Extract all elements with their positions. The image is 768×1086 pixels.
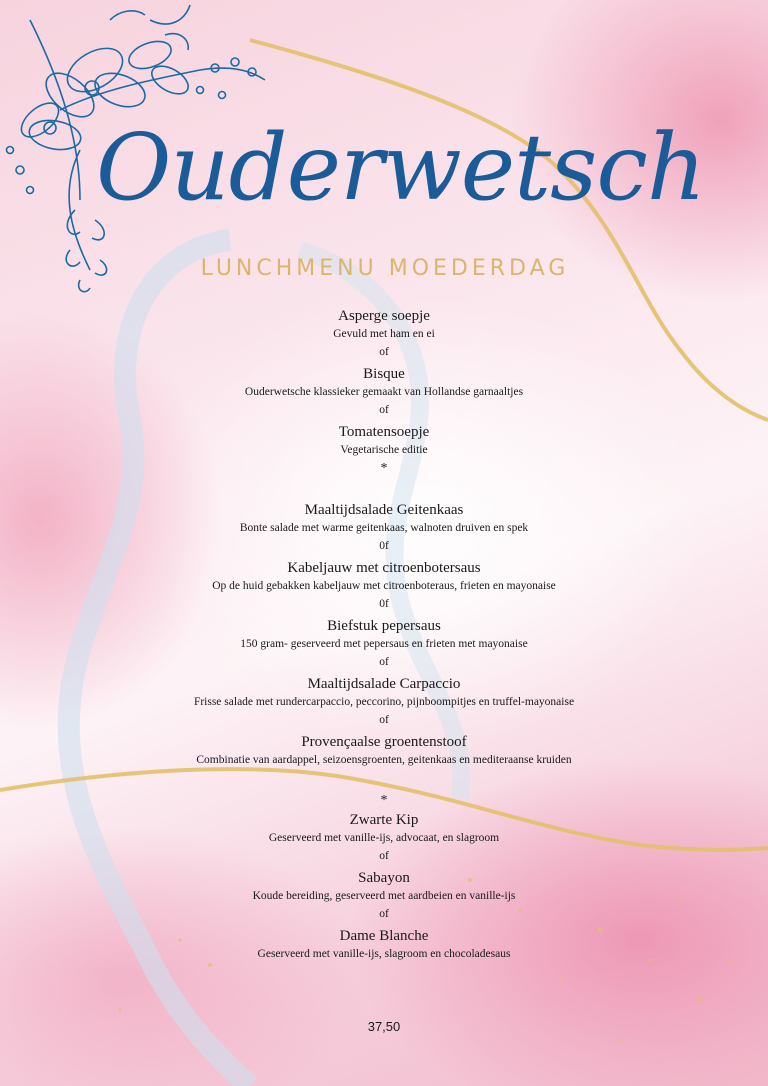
dish-name: Provençaalse groentenstoof [301,734,467,750]
dish-name: Maaltijdsalade Carpaccio [307,676,461,692]
dish-description: Op de huid gebakken kabeljauw met citroenboteraus, frieten en mayonaise [212,580,556,592]
dish-description: Koude bereiding, geserveerd met aardbeien en vanille-ijs [252,890,516,902]
dish-name: Zwarte Kip [349,812,419,828]
or-separator: 0f [379,598,389,610]
dish-description: Geserveerd met vanille-ijs, slagroom en chocoladesaus [257,948,511,960]
dish-description: 150 gram- geserveerd met pepersaus en frieten met mayonaise [240,638,528,650]
or-separator: of [379,850,389,862]
mains-section [0,500,768,770]
dish-description: Frisse salade met rundercarpaccio, peccorino, pijnboompitjes en truffel-mayonaise [193,696,575,708]
dish-name: Asperge soepje [338,308,430,324]
dish-description: Combinatie van aardappel, seizoensgroenten, geitenkaas en mediteraanse kruiden [196,754,572,766]
menu-subtitle: LUNCHMENU MOEDERDAG [200,256,570,281]
dish-description: Vegetarische editie [340,444,428,456]
course-separator: * [380,793,388,808]
dish-name: Biefstuk pepersaus [327,618,441,634]
course-separator: * [380,461,388,476]
or-separator: of [379,908,389,920]
desserts-section [0,792,768,964]
restaurant-logo: Ouderwetsch [96,114,706,221]
or-separator: of [379,404,389,416]
or-separator: of [379,346,389,358]
dish-description: Gevuld met ham en ei [333,328,435,340]
or-separator: 0f [379,540,389,552]
or-separator: of [379,714,389,726]
dish-description: Geserveerd met vanille-ijs, advocaat, en slagroom [268,832,500,844]
dish-name: Maaltijdsalade Geitenkaas [304,502,464,518]
dish-name: Sabayon [358,870,410,886]
dish-description: Bonte salade met warme geitenkaas, walnoten druiven en spek [239,522,529,534]
starters-section [0,306,768,478]
dish-description: Ouderwetsche klassieker gemaakt van Hollandse garnaaltjes [244,386,524,398]
dish-name: Bisque [363,366,405,382]
dish-name: Tomatensoepje [338,424,430,440]
menu-price: 37,50 [367,1019,401,1034]
menu-list [0,306,768,964]
dish-name: Kabeljauw met citroenbotersaus [287,560,481,576]
or-separator: of [379,656,389,668]
dish-name: Dame Blanche [339,928,429,944]
